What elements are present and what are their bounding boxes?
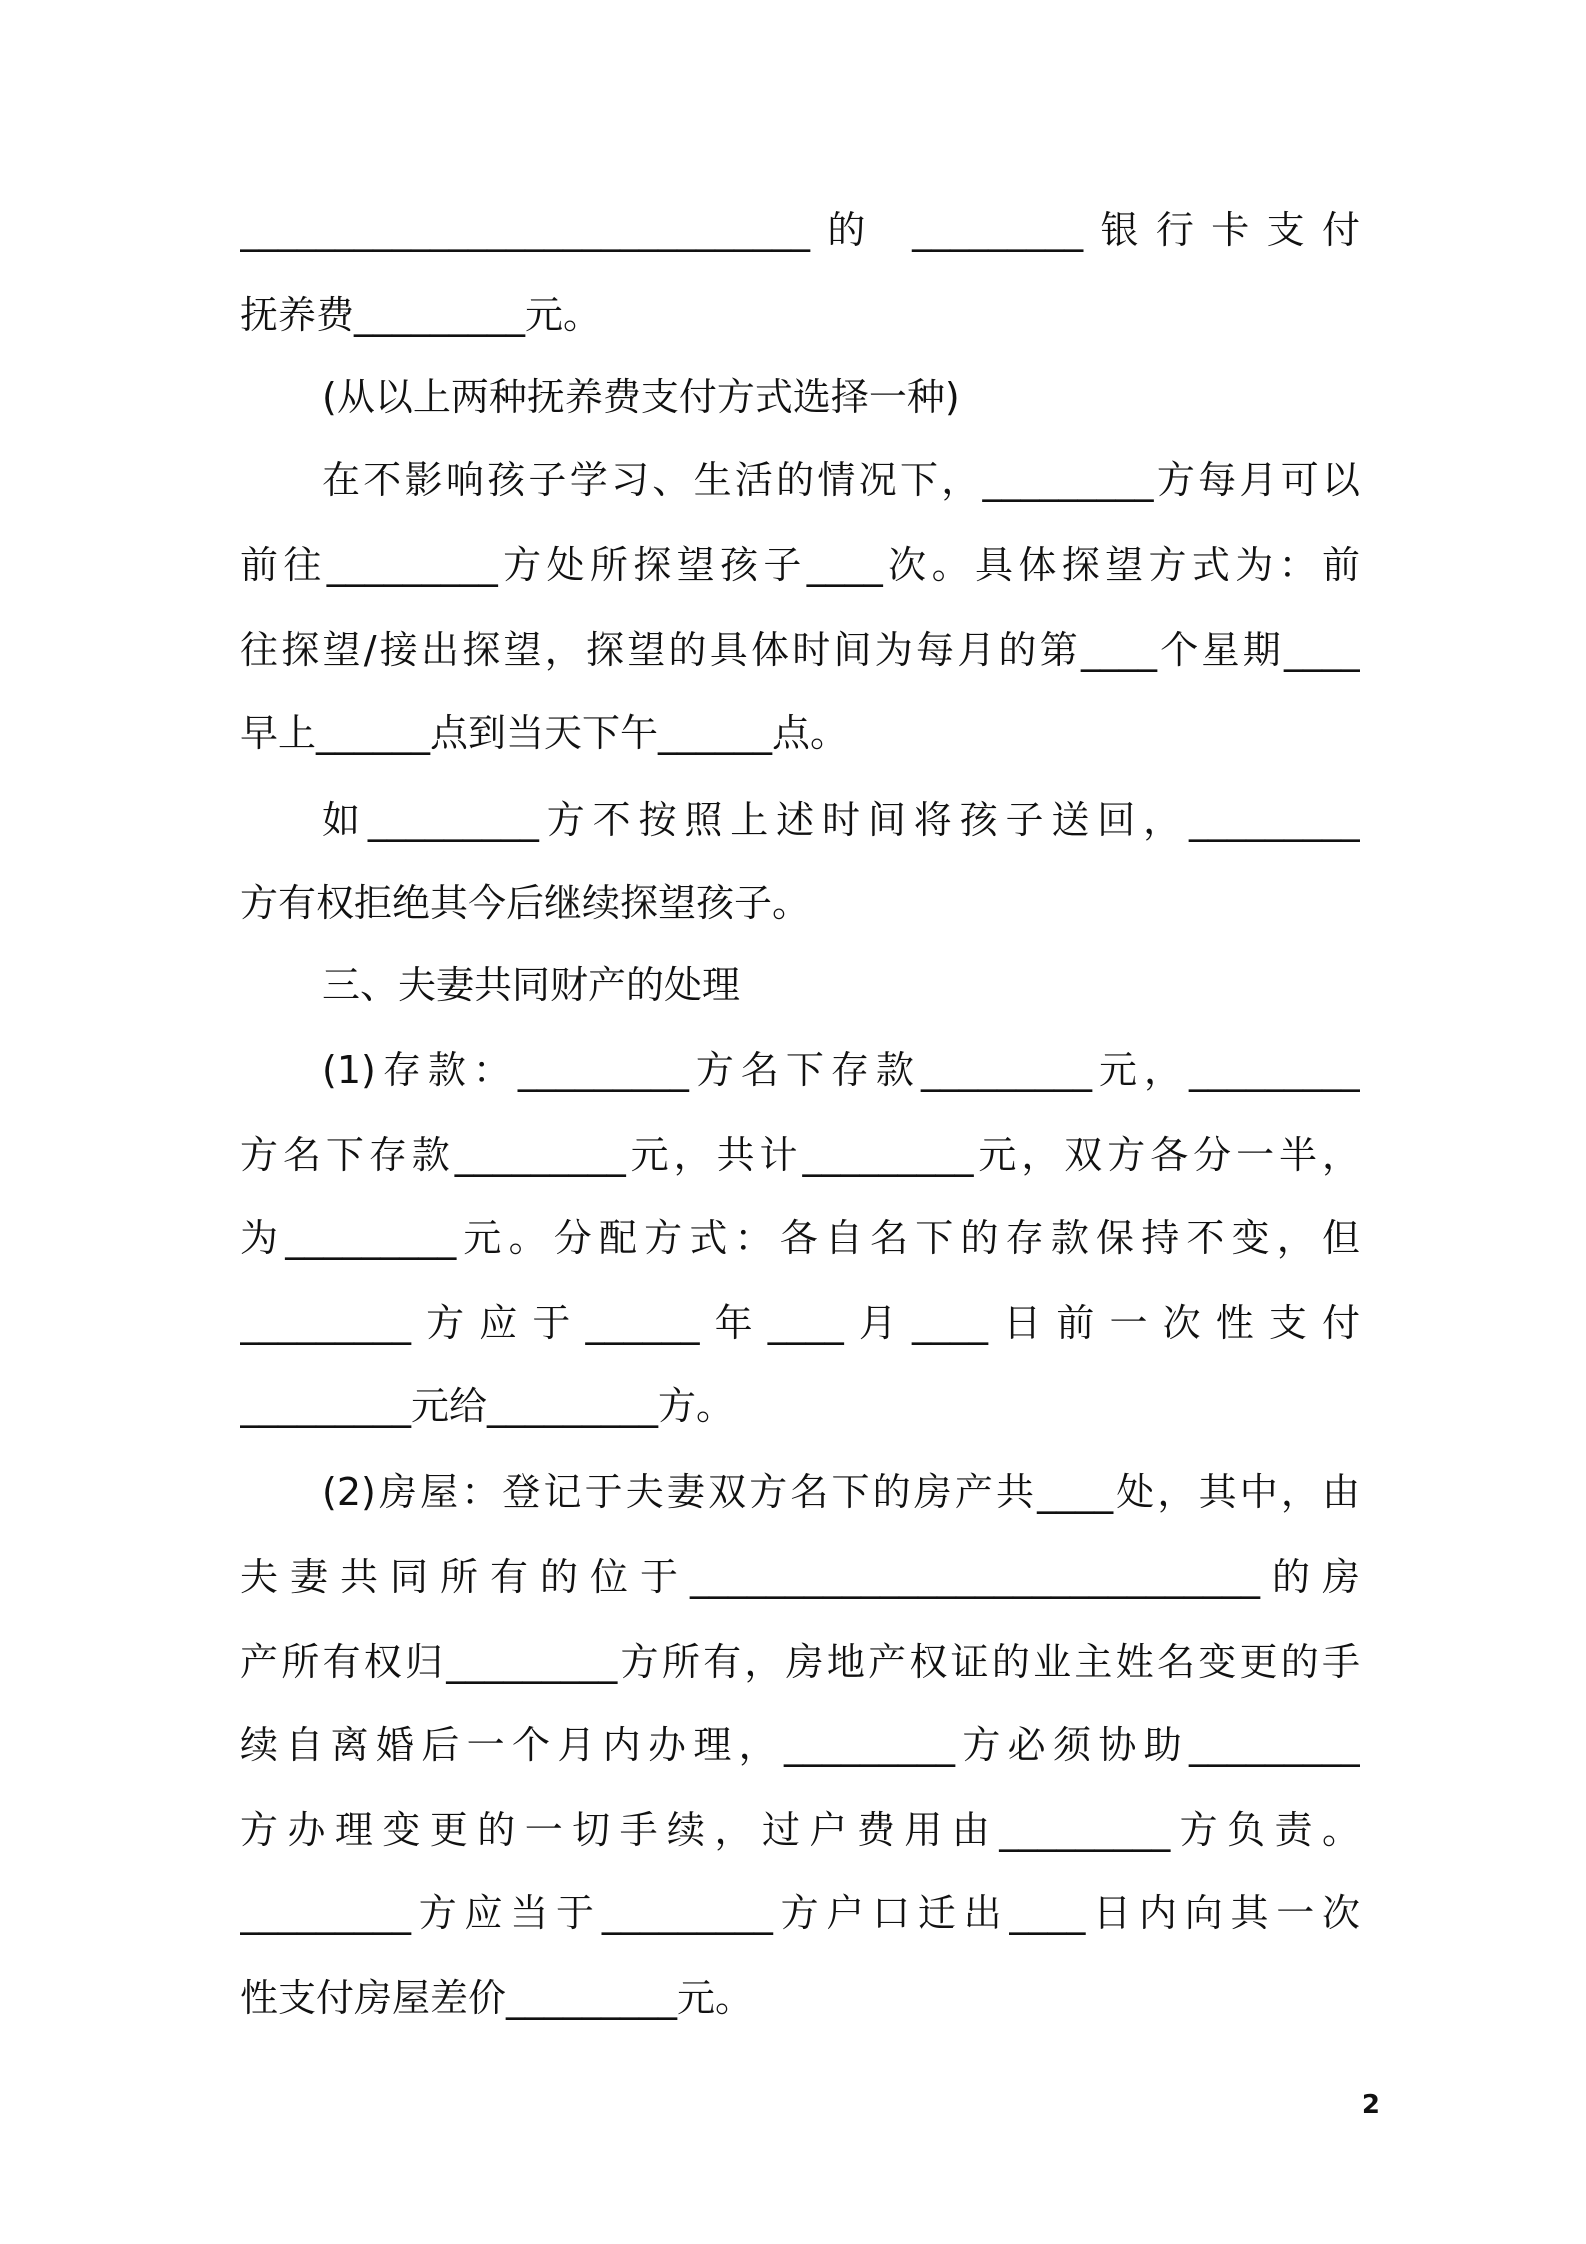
- text-line: _________方应于______年____月____日前一次性支付: [240, 1301, 1360, 1345]
- text-line: (2)房屋：登记于夫妻双方名下的房产共____处，其中，由: [322, 1470, 1360, 1514]
- text-line: 夫妻共同所有的位于______________________________的房: [240, 1555, 1360, 1599]
- text-line: 在不影响孩子学习、生活的情况下，_________方每月可以: [322, 458, 1360, 502]
- text-line: 续自离婚后一个月内办理，_________方必须协助_________: [240, 1723, 1360, 1767]
- text-line: 抚养费_________元。: [240, 293, 602, 337]
- text-line: _________方应当于_________方户口迁出____日内向其一次: [240, 1891, 1360, 1935]
- page-number: 2: [1361, 2090, 1380, 2120]
- text-line: (1)存款：_________方名下存款_________元，_________: [322, 1048, 1360, 1092]
- text-line: 早上______点到当天下午______点。: [240, 711, 849, 755]
- text-line: 方有权拒绝其今后继续探望孩子。: [240, 881, 811, 925]
- text-line: 性支付房屋差价_________元。: [240, 1976, 754, 2020]
- text-line: 为_________元。分配方式：各自名下的存款保持不变，但: [240, 1216, 1360, 1260]
- text-line: ______________________________的 _________银行卡支付: [240, 208, 1360, 252]
- text-line: 产所有权归_________方所有，房地产权证的业主姓名变更的手: [240, 1640, 1360, 1684]
- section-heading: 三、夫妻共同财产的处理: [322, 963, 741, 1007]
- text-line: _________元给_________方。: [240, 1384, 735, 1428]
- text-line: 往探望/接出探望，探望的具体时间为每月的第____个星期____: [240, 628, 1360, 672]
- text-line: 如_________方不按照上述时间将孩子送回，_________: [322, 798, 1360, 842]
- text-line: 方名下存款_________元，共计_________元，双方各分一半，: [240, 1133, 1360, 1177]
- text-line: 方办理变更的一切手续，过户费用由_________方负责。: [240, 1808, 1360, 1852]
- text-line: (从以上两种抚养费支付方式选择一种): [322, 375, 960, 419]
- text-line: 前往_________方处所探望孩子____次。具体探望方式为：前: [240, 543, 1360, 587]
